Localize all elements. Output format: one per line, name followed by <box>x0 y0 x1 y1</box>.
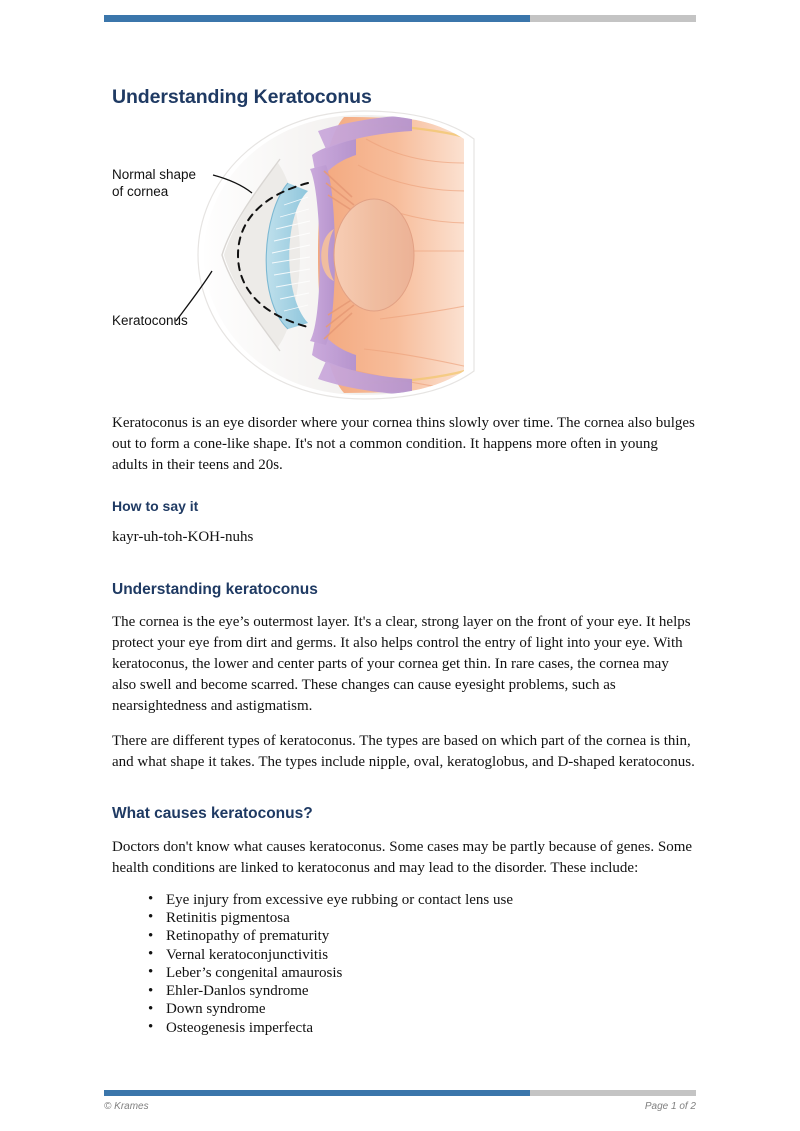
list-item: • Ehler-Danlos syndrome <box>148 982 696 1000</box>
section-how-to-say-it <box>112 498 696 548</box>
understanding-paragraph-2: There are different types of keratoconus. The types are based on which part of the cornea is thin, and what shape it takes. The types include nipple, oval, keratoglobus, and D-shaped keratoconus. <box>112 733 695 771</box>
intro-paragraph: Keratoconus is an eye disorder where your cornea thins slowly over time. The cornea also bulges out to form a cone-like shape. It's not a common condition. It happens more often in young adults in their teens and 20s. <box>112 415 695 474</box>
document-content <box>112 86 696 1037</box>
bottom-rule <box>104 1090 696 1096</box>
list-item: • Vernal keratoconjunctivitis <box>148 946 696 964</box>
list-item: • Leber’s congenital amaurosis <box>148 964 696 982</box>
footer-copyright: © Krames <box>104 1100 149 1112</box>
list-item: • Eye injury from excessive eye rubbing or contact lens use <box>148 891 696 909</box>
list-item: • Osteogenesis imperfecta <box>148 1019 696 1037</box>
footer-page-number: Page 1 of 2 <box>644 1100 696 1112</box>
figure-labels <box>112 167 196 328</box>
bottom-rule-gray-segment <box>530 1090 696 1096</box>
causes-bullet-list <box>112 891 696 1037</box>
list-item: • Retinitis pigmentosa <box>148 909 696 927</box>
label-keratoconus: Keratoconus <box>112 313 188 329</box>
list-item: • Down syndrome <box>148 1000 696 1018</box>
label-normal-shape-line1: Normal shape <box>112 167 197 183</box>
list-item: • Retinopathy of prematurity <box>148 927 696 945</box>
section-intro <box>112 413 696 476</box>
heading-what-causes-keratoconus: What causes keratoconus? <box>112 805 313 823</box>
page-footer <box>104 1098 696 1114</box>
label-normal-shape-line2: of cornea <box>112 184 169 200</box>
causes-paragraph: Doctors don't know what causes keratoconus. Some cases may be partly because of genes. Some health conditions are linked to keratoconus and may lead to the disorder. These include: <box>112 838 693 876</box>
top-rule <box>104 15 696 22</box>
bottom-rule-blue-segment <box>104 1090 530 1096</box>
top-rule-blue-segment <box>104 15 530 22</box>
keratoconus-diagram-svg <box>112 109 696 401</box>
section-what-causes-keratoconus <box>112 804 696 1037</box>
top-rule-gray-segment <box>530 15 696 22</box>
eye-anatomy-figure <box>112 109 696 401</box>
heading-how-to-say-it: How to say it <box>112 498 199 515</box>
page-title: Understanding Keratoconus <box>112 86 372 108</box>
eye-globe-group <box>112 109 492 401</box>
section-understanding-keratoconus <box>112 580 696 773</box>
heading-understanding-keratoconus: Understanding keratoconus <box>112 580 318 598</box>
pronunciation-text: kayr-uh-toh-KOH-nuhs <box>112 528 254 545</box>
understanding-paragraph-1: The cornea is the eye’s outermost layer. It's a clear, strong layer on the front of your eye. It helps protect your eye from dirt and germs. It also helps control the entry of light into your eye. With keratoconus, the lower and center parts of your cornea get thin. In rare cases, the cornea may also swell and become scarred. These changes can cause eyesight problems, such as nearsightedness and astigmatism. <box>112 614 691 715</box>
